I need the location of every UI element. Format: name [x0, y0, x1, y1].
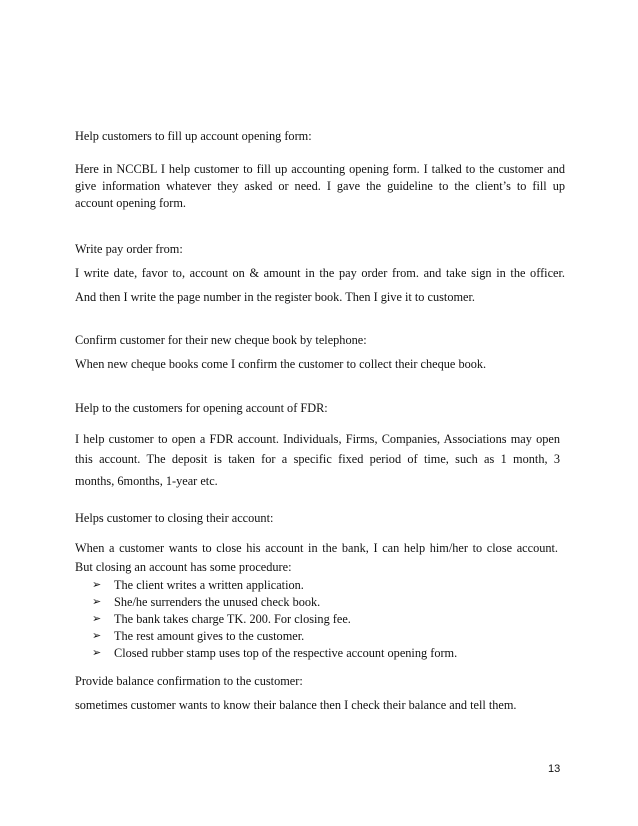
- list-item-text: The client writes a written application.: [114, 578, 304, 592]
- paragraph-line: And then I write the page number in the register book. Then I give it to customer.: [75, 290, 476, 304]
- arrowhead-bullet-icon: ➢: [92, 646, 102, 659]
- arrowhead-bullet-icon: ➢: [92, 612, 102, 625]
- arrowhead-bullet-icon: ➢: [92, 595, 102, 608]
- paragraph-line: But closing an account has some procedure:: [75, 560, 292, 574]
- paragraph-line: When a customer wants to close his account in the bank, I can help him/her to close account.: [75, 541, 558, 555]
- paragraph-line: When new cheque books come I confirm the customer to collect their cheque book.: [75, 357, 487, 371]
- list-item-text: The bank takes charge TK. 200. For closing fee.: [114, 612, 351, 626]
- paragraph-line: give information whatever they asked or need. I gave the guideline to the client’s to fill up: [75, 179, 565, 193]
- list-item-text: She/he surrenders the unused check book.: [114, 595, 321, 609]
- list-item-text: The rest amount gives to the customer.: [114, 629, 305, 643]
- page-number: 13: [548, 763, 561, 775]
- section-heading-closing-account: Helps customer to closing their account:: [75, 511, 274, 525]
- section-heading-balance-confirmation: Provide balance confirmation to the customer:: [75, 674, 303, 688]
- list-item-text: Closed rubber stamp uses top of the respective account opening form.: [114, 646, 458, 660]
- arrowhead-bullet-icon: ➢: [92, 578, 102, 591]
- paragraph-line: sometimes customer wants to know their balance then I check their balance and tell them.: [75, 698, 517, 712]
- paragraph-line: this account. The deposit is taken for a specific fixed period of time, such as 1 month, 3: [75, 452, 560, 466]
- section-heading-account-opening: Help customers to fill up account opening form:: [75, 129, 312, 143]
- arrowhead-bullet-icon: ➢: [92, 629, 102, 642]
- paragraph-line: I write date, favor to, account on & amount in the pay order from. and take sign in the officer.: [75, 266, 565, 280]
- section-heading-pay-order: Write pay order from:: [75, 242, 183, 256]
- paragraph-line: months, 6months, 1-year etc.: [75, 474, 218, 488]
- section-heading-fdr: Help to the customers for opening account of FDR:: [75, 401, 328, 415]
- section-heading-cheque-book: Confirm customer for their new cheque book by telephone:: [75, 333, 367, 347]
- paragraph-line: I help customer to open a FDR account. Individuals, Firms, Companies, Associations may open: [75, 432, 560, 446]
- paragraph-line: account opening form.: [75, 196, 186, 210]
- paragraph-line: Here in NCCBL I help customer to fill up accounting opening form. I talked to the customer and: [75, 162, 565, 176]
